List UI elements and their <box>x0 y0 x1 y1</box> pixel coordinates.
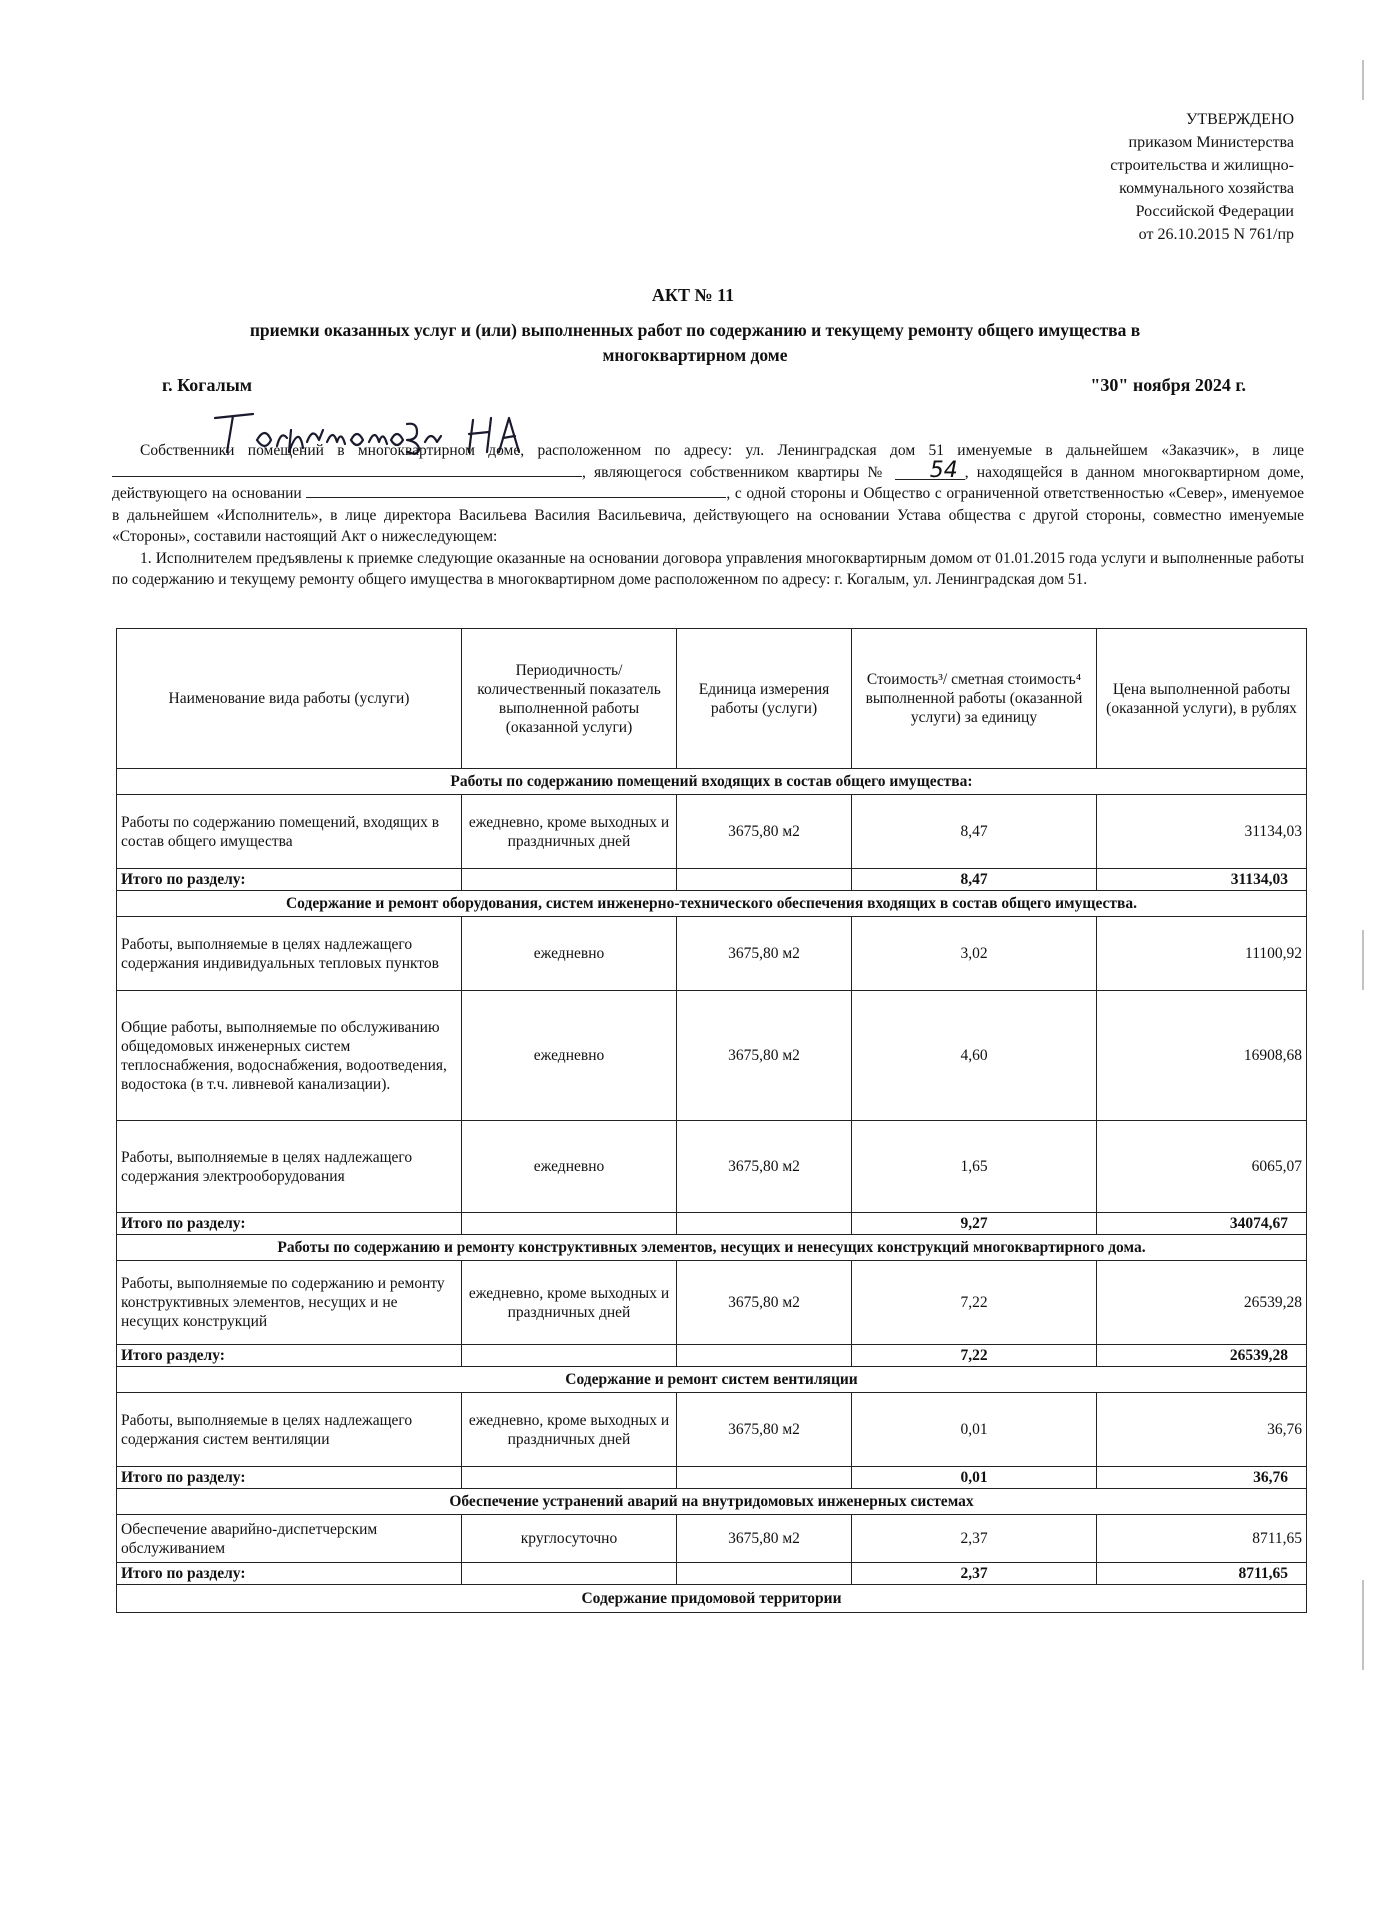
work-cost: 0,01 <box>852 1393 1097 1467</box>
work-price: 31134,03 <box>1097 795 1307 869</box>
section-total-row <box>117 1563 1307 1585</box>
intro-text-located: , находящейся в данном многоквартирном доме, действующего на основании <box>112 463 1305 502</box>
header-price: Цена выполненной работы (оказанной услуги), в рублях <box>1097 629 1307 769</box>
work-periodicity: круглосуточно <box>462 1515 677 1563</box>
approval-line: строительства и жилищно- <box>1110 157 1294 174</box>
work-name: Общие работы, выполняемые по обслуживанию общедомовых инженерных систем теплоснабжения, водоснабжения, водоотведения, водостока (в т.ч. ливневой канализации). <box>117 991 462 1121</box>
section-title: Содержание и ремонт оборудования, систем инженерно-технического обеспечения входящих в состав общего имущества. <box>117 891 1307 917</box>
works-table <box>116 628 1307 1613</box>
section-title-row <box>117 891 1307 917</box>
header-periodicity: Периодичность/ количественный показатель выполненной работы (оказанной услуги) <box>462 629 677 769</box>
approval-line: от 26.10.2015 N 761/пр <box>1138 226 1294 243</box>
work-price: 26539,28 <box>1097 1261 1307 1345</box>
work-unit: 3675,80 м2 <box>677 991 852 1121</box>
header-unit: Единица измерения работы (услуги) <box>677 629 852 769</box>
intro-text-start: Собственники помещений в многоквартирном доме, расположенном по адресу: ул. Ленинградская дом 51 именуемые в дальнейшем «Заказчик», в лице <box>140 442 1304 459</box>
total-cost: 0,01 <box>852 1467 1097 1489</box>
work-name: Работы, выполняемые в целях надлежащего содержания систем вентиляции <box>117 1393 462 1467</box>
approval-line: УТВЕРЖДЕНО <box>1185 111 1294 128</box>
scan-artifact <box>1362 1580 1364 1670</box>
approval-stamp-block <box>994 108 1294 246</box>
intro-text-owner: , являющегося собственником квартиры № <box>582 463 887 481</box>
work-name: Работы по содержанию помещений, входящих в состав общего имущества <box>117 795 462 869</box>
intro-paragraph-1 <box>112 440 1304 548</box>
work-periodicity: ежедневно, кроме выходных и праздничных дней <box>462 1393 677 1467</box>
total-price: 8711,65 <box>1097 1563 1307 1585</box>
section-title-row <box>117 1367 1307 1393</box>
work-name: Работы, выполняемые в целях надлежащего содержания индивидуальных тепловых пунктов <box>117 917 462 991</box>
section-total-row <box>117 1345 1307 1367</box>
work-periodicity: ежедневно <box>462 917 677 991</box>
act-intro <box>112 440 1304 591</box>
section-title-row <box>117 1585 1307 1613</box>
total-cost: 8,47 <box>852 869 1097 891</box>
table-row <box>117 917 1307 991</box>
work-unit: 3675,80 м2 <box>677 1121 852 1213</box>
section-title: Работы по содержанию помещений входящих в состав общего имущества: <box>117 769 1307 795</box>
total-cost: 7,22 <box>852 1345 1097 1367</box>
scan-artifact <box>1362 60 1364 100</box>
work-price: 6065,07 <box>1097 1121 1307 1213</box>
work-periodicity: ежедневно <box>462 1121 677 1213</box>
work-cost: 2,37 <box>852 1515 1097 1563</box>
work-unit: 3675,80 м2 <box>677 795 852 869</box>
approval-line: приказом Министерства <box>1128 134 1294 151</box>
intro-text-end: , с одной стороны и Общество с ограниченной ответственностью «Север», именуемое в дальнейшем «Исполнитель», в лице директора Васильева Василия Васильевича, действующего на основании Устава общества с другой стороны, совместно именуемые «Стороны», составили настоящий Акт о нижеследующем: <box>112 485 1305 545</box>
act-subtitle: приемки оказанных услуг и (или) выполненных работ по содержанию и текущему ремонту общего имущества в многоквартирном доме <box>249 320 1141 365</box>
total-label: Итого по разделу: <box>117 869 462 891</box>
work-cost: 8,47 <box>852 795 1097 869</box>
section-title: Работы по содержанию и ремонту конструктивных элементов, несущих и ненесущих конструкций многоквартирного дома. <box>117 1235 1307 1261</box>
total-cost: 9,27 <box>852 1213 1097 1235</box>
approval-line: коммунального хозяйства <box>1119 180 1294 197</box>
work-price: 36,76 <box>1097 1393 1307 1467</box>
section-title-row <box>117 1235 1307 1261</box>
total-label: Итого разделу: <box>117 1345 462 1367</box>
work-cost: 7,22 <box>852 1261 1097 1345</box>
owner-name-blank <box>112 462 582 477</box>
act-date: "30" ноября 2024 г. <box>1090 375 1246 395</box>
total-price: 34074,67 <box>1097 1213 1307 1235</box>
total-price: 31134,03 <box>1097 869 1307 891</box>
work-name: Обеспечение аварийно-диспетчерским обслуживанием <box>117 1515 462 1563</box>
work-name: Работы, выполняемые по содержанию и ремонту конструктивных элементов, несущих и не несущих конструкций <box>117 1261 462 1345</box>
table-row <box>117 1515 1307 1563</box>
table-row <box>117 1121 1307 1213</box>
act-title: АКТ № 11 <box>651 285 735 305</box>
work-unit: 3675,80 м2 <box>677 1261 852 1345</box>
basis-blank <box>306 483 726 498</box>
work-price: 8711,65 <box>1097 1515 1307 1563</box>
table-row <box>117 1261 1307 1345</box>
header-cost: Стоимость³/ сметная стоимость⁴ выполненной работы (оказанной услуги) за единицу <box>852 629 1097 769</box>
table-row <box>117 795 1307 869</box>
total-label: Итого по разделу: <box>117 1467 462 1489</box>
scan-artifact <box>1362 930 1364 990</box>
work-cost: 1,65 <box>852 1121 1097 1213</box>
work-name: Работы, выполняемые в целях надлежащего содержания электрооборудования <box>117 1121 462 1213</box>
work-price: 11100,92 <box>1097 917 1307 991</box>
work-cost: 4,60 <box>852 991 1097 1121</box>
work-unit: 3675,80 м2 <box>677 1393 852 1467</box>
header-name: Наименование вида работы (услуги) <box>117 629 462 769</box>
total-label: Итого по разделу: <box>117 1213 462 1235</box>
section-title-row <box>117 1489 1307 1515</box>
work-periodicity: ежедневно, кроме выходных и праздничных дней <box>462 1261 677 1345</box>
work-periodicity: ежедневно <box>462 991 677 1121</box>
work-price: 16908,68 <box>1097 991 1307 1121</box>
intro-paragraph-2: 1. Исполнителем предъявлены к приемке следующие оказанные на основании договора управления многоквартирным домом от 01.01.2015 года услуги и выполненные работы по содержанию и текущему ремонту общего имущества в многоквартирном доме расположенном по адресу: г. Когалым, ул. Ленинградская дом 51. <box>112 549 1304 588</box>
table-row <box>117 991 1307 1121</box>
section-title: Содержание придомовой территории <box>117 1585 1307 1613</box>
total-label: Итого по разделу: <box>117 1563 462 1585</box>
section-title-row <box>117 769 1307 795</box>
section-total-row <box>117 1467 1307 1489</box>
total-price: 36,76 <box>1097 1467 1307 1489</box>
section-total-row <box>117 869 1307 891</box>
total-price: 26539,28 <box>1097 1345 1307 1367</box>
work-periodicity: ежедневно, кроме выходных и праздничных дней <box>462 795 677 869</box>
approval-line: Российской Федерации <box>1135 203 1294 220</box>
work-unit: 3675,80 м2 <box>677 1515 852 1563</box>
total-cost: 2,37 <box>852 1563 1097 1585</box>
work-cost: 3,02 <box>852 917 1097 991</box>
work-unit: 3675,80 м2 <box>677 917 852 991</box>
section-title: Содержание и ремонт систем вентиляции <box>117 1367 1307 1393</box>
table-header-row <box>117 629 1307 769</box>
act-city: г. Когалым <box>162 375 253 395</box>
section-total-row <box>117 1213 1307 1235</box>
section-title: Обеспечение устранений аварий на внутридомовых инженерных системах <box>117 1489 1307 1515</box>
apartment-number-handwritten: 54 <box>895 463 965 480</box>
table-row <box>117 1393 1307 1467</box>
